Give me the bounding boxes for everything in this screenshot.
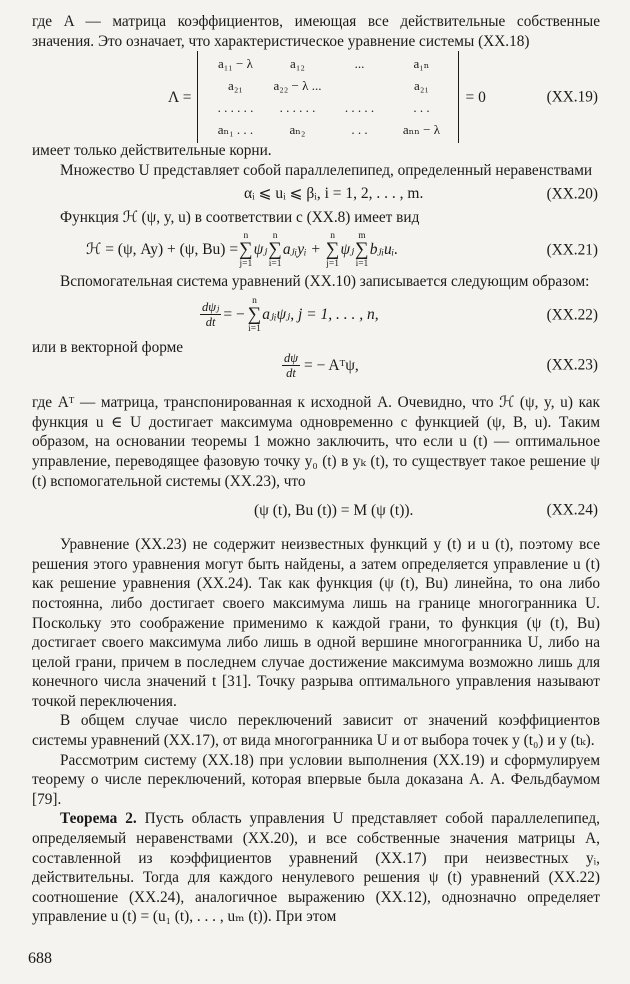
sum-sign: n ∑ j=1: [239, 230, 253, 269]
eq21-term: ψⱼ: [340, 241, 355, 259]
eq22-mid: = −: [223, 306, 245, 324]
paragraph: Вспомогательная система уравнений (XX.10) записывается следующим образом:: [60, 272, 590, 290]
paragraph: В общем случае число переключений зависит от значений коэффициентов системы уравнений (XX.17), от вида многогранника U и от выбора точек y (t₀) и y (tₖ).: [32, 712, 600, 750]
det-row: a₂₁ a₂₂ − λ ... a₂₁: [228, 78, 429, 94]
eq22-rest: aⱼᵢψⱼ, j = 1, . . . , n,: [262, 306, 379, 324]
equation-xx20: [32, 180, 600, 208]
det-row: . . . . . . . . . . . . . . . . . . . .: [217, 100, 430, 116]
determinant: [197, 51, 459, 143]
sum-sign: n ∑ i=1: [247, 295, 262, 334]
eq21-lhs: ℋ = (ψ, Ay) + (ψ, Bu) =: [86, 241, 239, 259]
det-row: a₁₁ − λ a₁₂ ... a₁ₙ: [217, 56, 430, 72]
paragraph: Уравнение (XX.23) не содержит неизвестных функций y (t) и u (t), поэтому все решения этого уравнения могут быть найдены, а затем определяется управление u (t) как решение уравнения (XX.24). Так как функция (ψ (t), Bu) линейна, то она либо постоянна, либо достигает своего максимума лишь на границе многогранника U. Поскольку это соображение применимо к каждой грани, то функция (ψ (t), Bu) достигает своего максимума либо лишь в одной вершине многогранника U, либо на целой грани, причем в последнем случае достижение максимума возможно лишь для конечного числа значений t [31]. Точку разрыва оптимального управления называют точкой переключения.: [32, 536, 600, 710]
theorem-paragraph: [32, 809, 600, 927]
fraction: $\frac{\text{dψⱼ}}{dt}$: [202, 300, 220, 330]
equation-number: (XX.22): [546, 306, 598, 324]
theorem-heading: Теорема 2.: [60, 810, 137, 828]
equation-number: (XX.21): [546, 241, 598, 259]
equation-xx22: [32, 292, 600, 338]
equation-body: (ψ (t), Bu (t)) = M (ψ (t)).: [254, 502, 414, 520]
eq21-term: aⱼᵢyᵢ +: [282, 241, 321, 259]
equation-xx23: [32, 350, 600, 393]
det-lhs: Λ =: [168, 88, 192, 106]
equation-body: αᵢ ⩽ uᵢ ⩽ βᵢ, i = 1, 2, . . . , m.: [244, 185, 424, 203]
paragraph: Множество U представляет собой параллелепипед, определенный неравенствами: [60, 161, 593, 179]
paragraph: где A — матрица коэффициентов, имеющая все действительные собственные значения. Это означает, что характеристическое уравнение системы (XX.18): [32, 13, 600, 50]
eq21-term: ψⱼ: [253, 241, 268, 259]
theorem-text: Пусть область управления U представляет собой параллелепипед, определяемый неравенствами (XX.20), и все собственные значения матрицы A, составленной из коэффициентов уравнений (XX.17) при неизвестных yᵢ, действительны. Тогда для каждого ненулевого решения ψ (t) уравнений (XX.22) соотношение (XX.24), аналогичное выражению (XX.12), однозначно определяет управление u (t) = (u₁ (t), . . . , uₘ (t)). При этом: [32, 810, 600, 926]
sum-sign: m ∑ i=1: [355, 230, 369, 269]
paragraph: Функция ℋ (ψ, y, u) в соответствии с (XX.8) имеет вид: [60, 209, 420, 227]
equation-number: (XX.24): [546, 501, 598, 519]
page-number: 688: [28, 950, 52, 967]
sum-sign: n ∑ i=1: [268, 230, 282, 269]
equation-number: (XX.19): [546, 88, 598, 106]
det-row: aₙ₁ . . . aₙ₂ . . . aₙₙ − λ: [217, 122, 441, 138]
equation-xx21: [32, 228, 600, 272]
eq21-term: bⱼᵢuᵢ.: [369, 241, 399, 259]
equation-number: (XX.20): [546, 185, 598, 203]
sum-sign: n ∑ j=1: [325, 230, 340, 269]
paragraph: Рассмотрим систему (XX.18) при условии выполнения (XX.19) и сформулируем теорему о числе переключений, которая впервые была доказана А. А. Фельдбаумом [79].: [32, 751, 600, 808]
equation-number: (XX.23): [546, 356, 598, 374]
fraction: $\frac{d\psi}{dt}$: [284, 350, 299, 380]
paragraph: или в векторной форме: [32, 338, 184, 356]
equation-xx19: [32, 55, 600, 139]
paragraph: имеет только действительные корни.: [32, 142, 272, 160]
det-rhs: = 0: [465, 88, 486, 106]
paragraph: где Aᵀ — матрица, транспонированная к исходной A. Очевидно, что ℋ (ψ, y, u) как функция u ∈ U достигает максимума одновременно с функцией (ψ, B, u). Таким образом, на основании теоремы 1 можно заключить, что если u (t) — оптимальное управление, переводящее фазовую точку y₀ (t) в yₖ (t), то существует такое решение ψ (t) вспомогательной системы (XX.23), что: [32, 394, 600, 490]
equation-xx24: [32, 491, 600, 529]
eq23-rest: = − Aᵀψ,: [304, 356, 359, 374]
